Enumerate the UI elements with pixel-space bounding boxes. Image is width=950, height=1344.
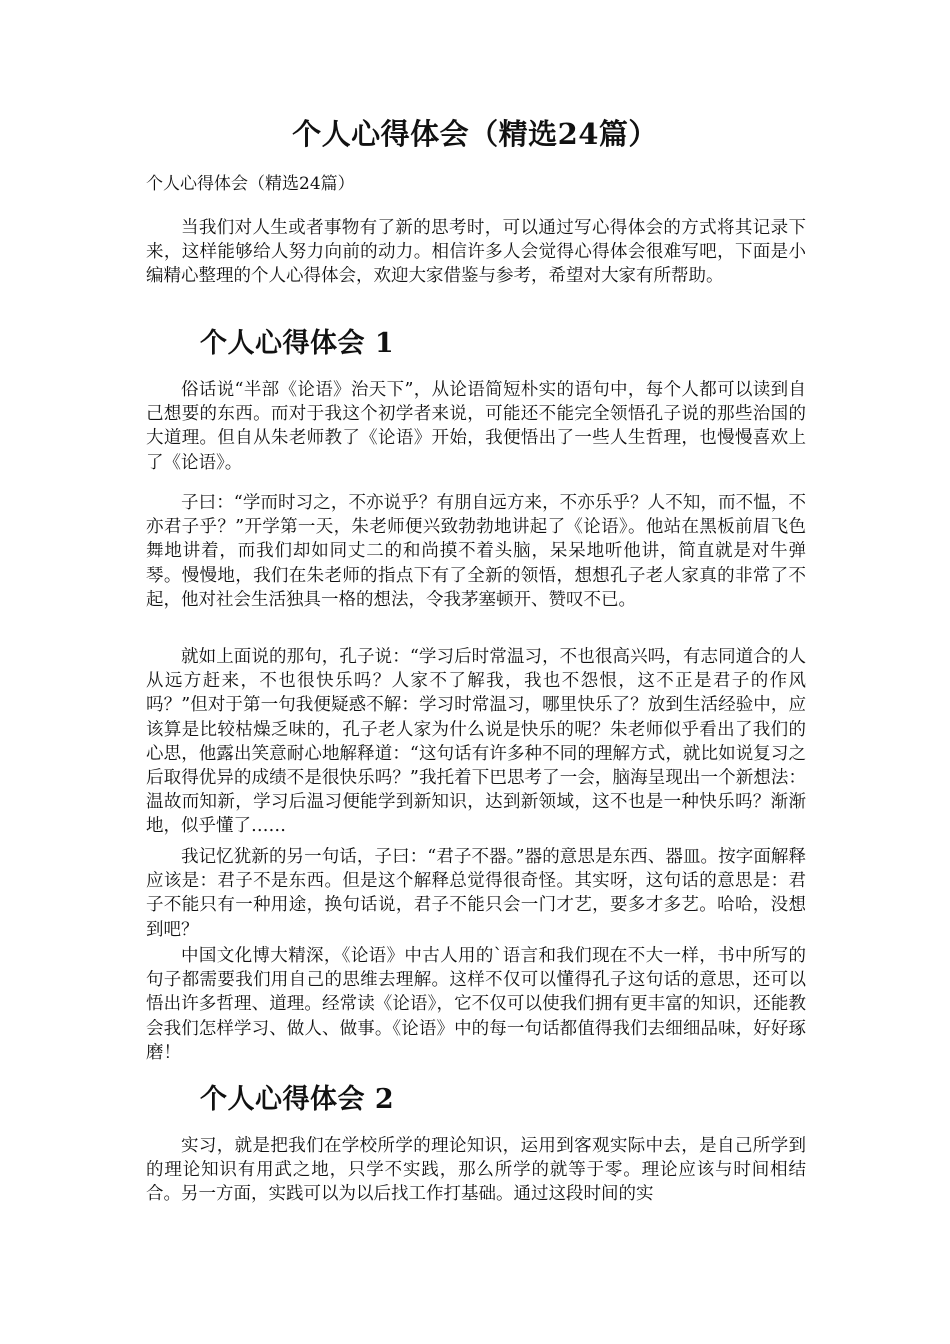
section-1-paragraph-1: 俗话说“半部《论语》治天下”，从论语简短朴实的语句中，每个人都可以读到自己想要的东西。而对于我这个初学者来说，可能还不能完全领悟孔子说的那些治国的大道理。但自从朱老师教了《论语》开始，我便悟出了一些人生哲理，也慢慢喜欢上了《论语》。 [146, 380, 806, 473]
section-1-heading: 个人心得体会 1 [200, 328, 395, 359]
section-2-heading: 个人心得体会 2 [200, 1084, 395, 1115]
section-1-paragraph-4: 我记忆犹新的另一句话，子曰：“君子不器。”器的意思是东西、器皿。按字面解释应该是：君子不是东西。但是这个解释总觉得很奇怪。其实呀，这句话的意思是：君子不能只有一种用途，换句话说，君子不能只会一门才艺，要多才多艺。哈哈，没想到吧？ [146, 847, 806, 940]
intro-paragraph: 当我们对人生或者事物有了新的思考时，可以通过写心得体会的方式将其记录下来，这样能够给人努力向前的动力。相信许多人会觉得心得体会很难写吧，下面是小编精心整理的个人心得体会，欢迎大家借鉴与参考，希望对大家有所帮助。 [146, 218, 806, 287]
section-1-paragraph-5: 中国文化博大精深，《论语》中古人用的`语言和我们现在不大一样，书中所写的句子都需要我们用自己的思维去理解。这样不仅可以懂得孔子这句话的意思，还可以悟出许多哲理、道理。经常读《论语》，它不仅可以使我们拥有更丰富的知识，还能教会我们怎样学习、做人、做事。《论语》中的每一句话都值得我们去细细品味，好好琢磨！ [146, 946, 806, 1063]
section-2-paragraph-1: 实习，就是把我们在学校所学的理论知识，运用到客观实际中去，是自己所学到的理论知识有用武之地，只学不实践，那么所学的就等于零。理论应该与时间相结合。另一方面，实践可以为以后找工作打基础。通过这段时间的实 [146, 1136, 806, 1205]
section-1-paragraph-2: 子曰：“学而时习之，不亦说乎？有朋自远方来，不亦乐乎？人不知，而不愠，不亦君子乎？”开学第一天，朱老师便兴致勃勃地讲起了《论语》。他站在黑板前眉飞色舞地讲着，而我们却如同丈二的和尚摸不着头脑，呆呆地听他讲，简直就是对牛弹琴。慢慢地，我们在朱老师的指点下有了全新的领悟，想想孔子老人家真的非常了不起，他对社会生活独具一格的想法，令我茅塞顿开、赞叹不已。 [146, 493, 806, 610]
document-subtitle: 个人心得体会（精选24篇） [146, 174, 355, 194]
document-title: 个人心得体会（精选24篇） [292, 117, 658, 151]
section-1-paragraph-3: 就如上面说的那句，孔子说：“学习后时常温习，不也很高兴吗，有志同道合的人从远方赶来，不也很快乐吗？人家不了解我，我也不怨恨，这不正是君子的作风吗？”但对于第一句我便疑惑不解：学习时常温习，哪里快乐了？放到生活经验中，应该算是比较枯燥乏味的，孔子老人家为什么说是快乐的呢？朱老师似乎看出了我们的心思，他露出笑意耐心地解释道：“这句话有许多种不同的理解方式，就比如说复习之后取得优异的成绩不是很快乐吗？”我托着下巴思考了一会，脑海呈现出一个新想法：温故而知新，学习后温习便能学到新知识，达到新领域，这不也是一种快乐吗？渐渐地，似乎懂了…… [146, 647, 806, 837]
